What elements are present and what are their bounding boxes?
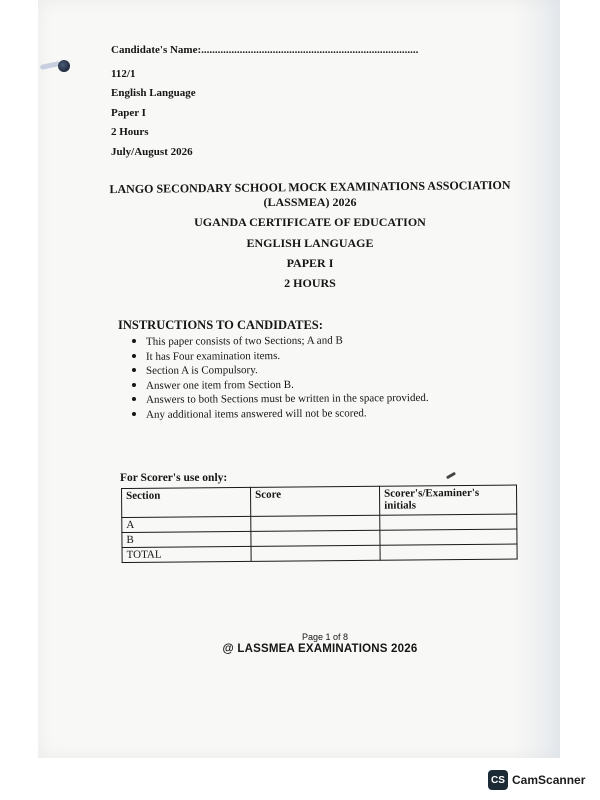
scorer-table [121,485,518,563]
bullet-icon [132,369,136,373]
association-title-line1: LANGO SECONDARY SCHOOL MOCK EXAMINATIONS ASSOCIATION [109,177,511,197]
instruction-item: Answer one item from Section B. [132,377,429,394]
candidate-name-line [111,44,418,56]
scorer-table-header [122,485,517,517]
exam-session: July/August 2026 [111,146,193,158]
score-cell [251,530,380,546]
candidate-name-label: Candidate's Name: [111,44,202,56]
paper-number: Paper I [111,107,146,119]
score-cell [251,545,380,561]
camscanner-watermark [488,770,585,790]
bullet-icon [132,398,136,402]
initials-cell [380,514,517,530]
bullet-icon [132,354,136,358]
certificate-title: UGANDA CERTIFICATE OF EDUCATION [194,215,426,229]
copyright-line: @ LASSMEA EXAMINATIONS 2026 [222,643,418,655]
page-number: Page 1 of 8 [301,632,349,642]
page-edge-shadow [514,0,560,758]
staple-icon [58,60,70,72]
instructions-heading: INSTRUCTIONS TO CANDIDATES: [118,318,323,332]
bullet-icon [132,339,136,343]
instruction-item: Any additional items answered will not be scored. [132,406,429,423]
score-cell [251,515,380,531]
header-initials: Scorer's/Examiner's initials [379,485,516,515]
bullet-icon [132,412,136,416]
initials-cell [380,529,517,545]
instructions-list [132,335,429,423]
instruction-item: Answers to both Sections must be written in the space provided. [132,391,429,408]
row-label: A [122,516,251,532]
instruction-item: Section A is Compulsory. [132,362,429,379]
subject-title: ENGLISH LANGUAGE [246,236,374,250]
hours-title: 2 HOURS [284,276,336,290]
camscanner-name: CamScanner [512,773,586,787]
paper-title: PAPER I [286,256,334,270]
paper-code: 112/1 [111,68,136,80]
camscanner-logo-icon: CS [488,770,508,790]
table-row [122,544,517,562]
row-label: B [122,531,251,547]
scorer-label: For Scorer's use only: [120,472,228,484]
row-label: TOTAL [122,546,251,562]
candidate-name-dots: ............................................................................... [201,44,419,56]
header-score: Score [250,486,379,516]
paper-duration: 2 Hours [111,126,149,138]
instruction-item: It has Four examination items. [132,348,429,365]
subject-name: English Language [111,87,196,99]
initials-cell [380,544,517,560]
header-section: Section [122,487,251,517]
instruction-item: This paper consists of two Sections; A and B [132,333,429,350]
bullet-icon [132,383,136,387]
association-title-line2: (LASSMEA) 2026 [263,195,357,209]
